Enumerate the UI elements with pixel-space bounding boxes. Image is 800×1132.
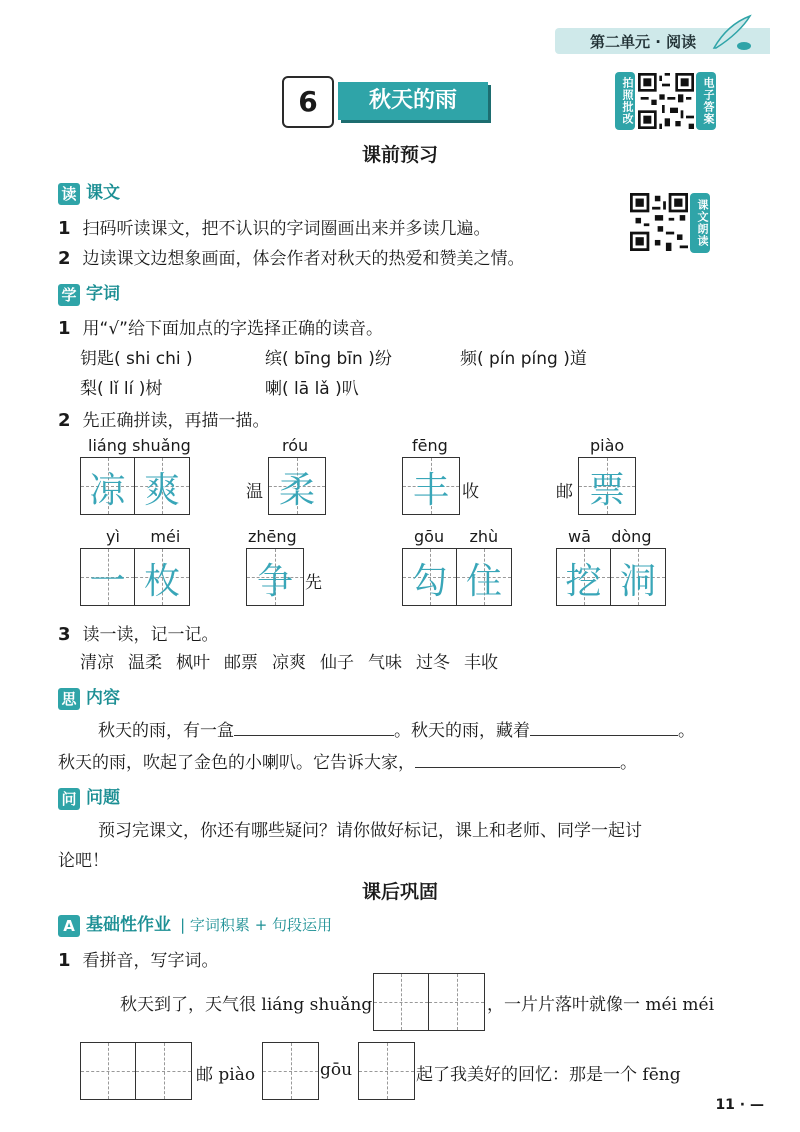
vocab-word: 温柔 — [128, 653, 162, 673]
qr-code-reading-icon[interactable] — [630, 193, 688, 251]
think-line-2: 秋天的雨，吹起了金色的小喇叭。它告诉大家， 。 — [58, 753, 637, 773]
trace-pinyin: zhēng — [248, 527, 297, 546]
think-heading-label: 内容 — [86, 688, 120, 708]
qr-label-photo-correct: 拍照批改 — [615, 72, 635, 130]
learn-heading-label: 字词 — [86, 284, 120, 304]
lesson-title: 秋天的雨 — [338, 82, 488, 120]
pinyin-choice-1[interactable]: 钥匙( shi chi ) — [80, 349, 193, 369]
trace-pinyin: yì méi — [106, 527, 181, 546]
trace-suffix: 收 — [462, 482, 479, 502]
level-a-tag: A — [58, 915, 80, 937]
write-grid[interactable] — [373, 973, 485, 1031]
learn-q2: 2 先正确拼读，再描一描。 — [58, 410, 270, 431]
vocab-word: 气味 — [368, 653, 402, 673]
trace-prefix: 温 — [246, 482, 263, 502]
trace-grid[interactable]: 凉 爽 — [80, 457, 190, 515]
trace-pinyin: piào — [590, 436, 625, 455]
trace-pinyin: fēng — [412, 436, 448, 455]
feather-pen-icon — [708, 12, 754, 52]
ask-line-1: 预习完课文，你还有哪些疑问？请你做好标记，课上和老师、同学一起讨 — [98, 821, 642, 841]
hw-line-1-text: 秋天到了，天气很 liáng shuǎng — [120, 995, 373, 1015]
basic-homework-sub: | 字词积累 + 句段运用 — [180, 916, 333, 934]
trace-grid[interactable]: 挖 洞 — [556, 548, 666, 606]
trace-grid[interactable]: 勾 住 — [402, 548, 512, 606]
ask-line-2: 论吧！ — [58, 851, 109, 871]
fill-blank[interactable] — [415, 767, 620, 768]
learn-q3: 3 读一读，记一记。 — [58, 624, 219, 645]
trace-pinyin: gōu zhù — [414, 527, 499, 546]
vocab-word-list — [80, 648, 512, 673]
lesson-number: 6 — [282, 76, 334, 128]
trace-grid[interactable]: 票 — [578, 457, 636, 515]
pinyin-choice-5[interactable]: 喇( lā lǎ )叭 — [265, 379, 359, 399]
hw-line-1-after: ，一片片落叶就像一 méi méi — [487, 995, 715, 1015]
pinyin-choice-4[interactable]: 梨( lǐ lí )树 — [80, 379, 163, 399]
fill-blank[interactable] — [234, 735, 394, 736]
trace-prefix: 邮 — [556, 482, 573, 502]
learn-tag: 学 — [58, 284, 80, 306]
fill-blank[interactable] — [530, 735, 678, 736]
vocab-word: 仙子 — [320, 653, 354, 673]
pinyin-choice-3[interactable]: 频( pín píng )道 — [460, 349, 587, 369]
read-item-2: 2 边读课文边想象画面，体会作者对秋天的热爱和赞美之情。 — [58, 248, 525, 269]
write-grid[interactable] — [262, 1042, 319, 1100]
read-item-1: 1 扫码听读课文，把不认识的字词圈画出来并多读几遍。 — [58, 218, 491, 239]
trace-pinyin: wā dòng — [568, 527, 652, 546]
read-heading — [58, 178, 120, 205]
basic-homework-heading — [58, 910, 332, 937]
unit-header: 第二单元 · 阅读 — [590, 33, 697, 51]
trace-pinyin: liáng shuǎng — [88, 436, 191, 455]
learn-heading — [58, 279, 120, 306]
pinyin-choice-2[interactable]: 缤( bīng bīn )纷 — [265, 349, 392, 369]
basic-homework-label: 基础性作业 — [86, 915, 171, 935]
hw-line-2-mid1: 邮 piào — [196, 1065, 256, 1085]
trace-grid[interactable]: 争 — [246, 548, 304, 606]
write-grid[interactable] — [358, 1042, 415, 1100]
think-heading — [58, 683, 120, 710]
ask-tag: 问 — [58, 788, 80, 810]
read-heading-label: 课文 — [86, 183, 120, 203]
preview-section-title: 课前预习 — [361, 144, 438, 166]
qr-label-text-reading: 课文朗读 — [690, 193, 710, 253]
read-tag: 读 — [58, 183, 80, 205]
qr-label-e-answer: 电子答案 — [696, 72, 716, 130]
trace-grid[interactable]: 柔 — [268, 457, 326, 515]
think-tag: 思 — [58, 688, 80, 710]
write-grid[interactable] — [80, 1042, 192, 1100]
lesson-title-block — [282, 70, 492, 128]
trace-grid[interactable]: 一 枚 — [80, 548, 190, 606]
vocab-word: 清凉 — [80, 653, 114, 673]
vocab-word: 过冬 — [416, 653, 450, 673]
trace-grid[interactable]: 丰 — [402, 457, 460, 515]
review-section-title: 课后巩固 — [361, 881, 438, 903]
trace-pinyin: róu — [282, 436, 309, 455]
vocab-word: 丰收 — [464, 653, 498, 673]
learn-q1: 1 用“√”给下面加点的字选择正确的读音。 — [58, 318, 383, 339]
ask-heading-label: 问题 — [86, 788, 120, 808]
ask-heading — [58, 783, 120, 810]
trace-suffix: 先 — [305, 573, 322, 593]
vocab-word: 凉爽 — [272, 653, 306, 673]
hw-line-2-mid2: gōu — [320, 1060, 353, 1080]
vocab-word: 邮票 — [224, 653, 258, 673]
qr-code-icon[interactable] — [638, 72, 694, 130]
vocab-word: 枫叶 — [176, 653, 210, 673]
page-number: 11 · — — [715, 1097, 764, 1113]
think-line-1: 秋天的雨，有一盒 。秋天的雨，藏着 。 — [98, 721, 695, 741]
hw-q1: 1 看拼音，写字词。 — [58, 950, 219, 971]
hw-line-2-after: 起了我美好的回忆：那是一个 fēng — [416, 1065, 681, 1085]
